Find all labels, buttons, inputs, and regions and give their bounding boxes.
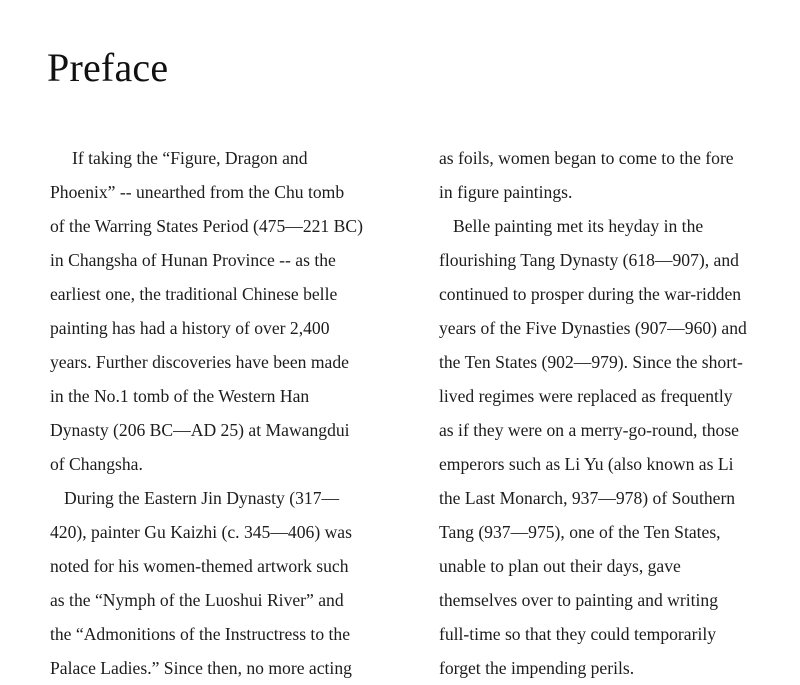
paragraph-line: forget the impending perils. bbox=[439, 658, 635, 678]
paragraph-line: full-time so that they could temporarily bbox=[439, 624, 717, 644]
left-column bbox=[50, 141, 400, 685]
paragraph-line: During the Eastern Jin Dynasty (317— bbox=[64, 488, 340, 508]
paragraph-line: flourishing Tang Dynasty (618—907), and bbox=[439, 250, 739, 270]
paragraph-line: noted for his women-themed artwork such bbox=[50, 556, 349, 576]
paragraph-line: earliest one, the traditional Chinese belle bbox=[50, 284, 338, 304]
paragraph-line: painting has had a history of over 2,400 bbox=[50, 318, 330, 338]
paragraph-line: 420), painter Gu Kaizhi (c. 345—406) was bbox=[50, 522, 352, 542]
paragraph-line: of Changsha. bbox=[50, 454, 143, 474]
paragraph-line: as if they were on a merry-go-round, those bbox=[439, 420, 739, 440]
paragraph-line: Belle painting met its heyday in the bbox=[453, 216, 704, 236]
paragraph-line: as foils, women began to come to the fore bbox=[439, 148, 734, 168]
paragraph-line: continued to prosper during the war-ridden bbox=[439, 284, 742, 304]
paragraph-line: Palace Ladies.” Since then, no more acting bbox=[50, 658, 352, 678]
paragraph-line: the Last Monarch, 937—978) of Southern bbox=[439, 488, 736, 508]
paragraph-line: If taking the “Figure, Dragon and bbox=[72, 148, 308, 168]
paragraph-line: years. Further discoveries have been made bbox=[50, 352, 349, 372]
paragraph-line: the “Admonitions of the Instructress to the bbox=[50, 624, 351, 644]
page-title: Preface bbox=[47, 45, 169, 90]
right-column bbox=[439, 141, 779, 685]
paragraph-line: lived regimes were replaced as frequently bbox=[439, 386, 733, 406]
paragraph-line: Phoenix” -- unearthed from the Chu tomb bbox=[50, 182, 345, 202]
paragraph-line: in the No.1 tomb of the Western Han bbox=[50, 386, 310, 406]
paragraph-line: in Changsha of Hunan Province -- as the bbox=[50, 250, 336, 270]
paragraph-line: emperors such as Li Yu (also known as Li bbox=[439, 454, 734, 474]
paragraph-line: as the “Nymph of the Luoshui River” and bbox=[50, 590, 344, 610]
paragraph-line: Dynasty (206 BC—AD 25) at Mawangdui bbox=[50, 420, 350, 440]
paragraph-line: Tang (937—975), one of the Ten States, bbox=[439, 522, 721, 542]
paragraph-line: themselves over to painting and writing bbox=[439, 590, 719, 610]
paragraph-line: of the Warring States Period (475—221 BC) bbox=[50, 216, 363, 236]
paragraph-line: years of the Five Dynasties (907—960) and bbox=[439, 318, 747, 338]
paragraph-line: unable to plan out their days, gave bbox=[439, 556, 681, 576]
paragraph-line: the Ten States (902—979). Since the short- bbox=[439, 352, 743, 372]
paragraph-line: in figure paintings. bbox=[439, 182, 573, 202]
